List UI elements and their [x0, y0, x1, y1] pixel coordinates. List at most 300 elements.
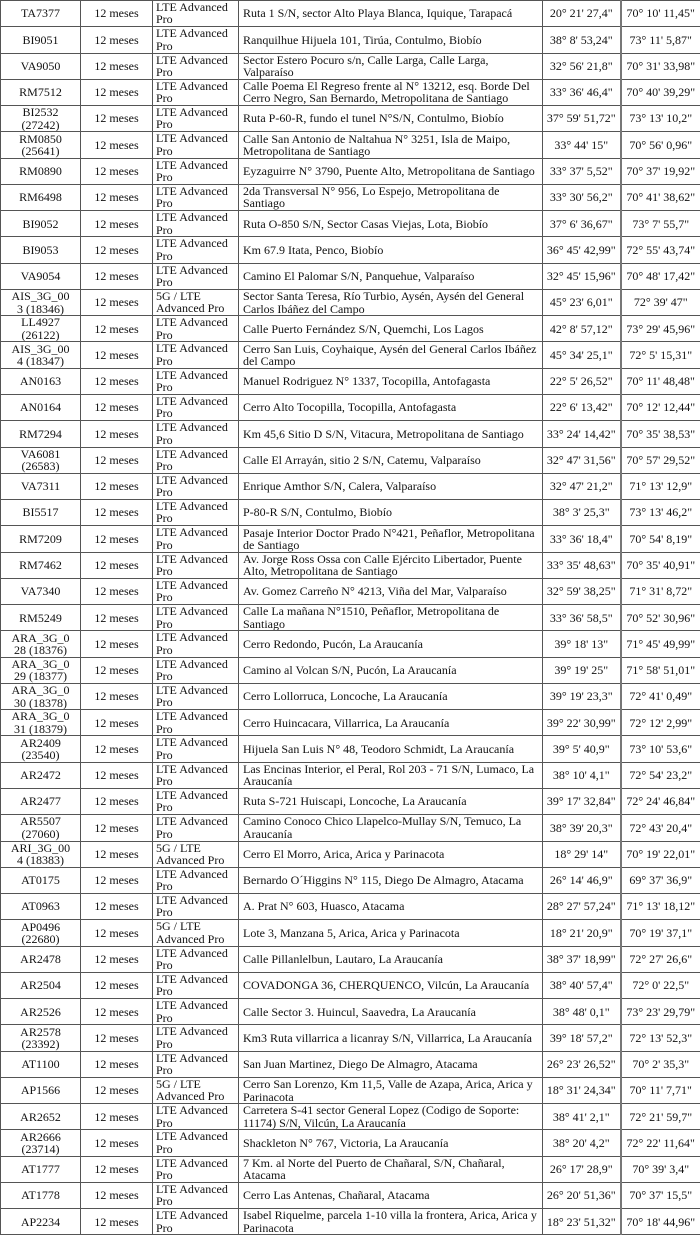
longitude-cell: 70° 12' 12,44" — [621, 394, 700, 420]
site-id-cell: BI9051 — [1, 27, 81, 53]
technology-cell: LTE Advanced Pro — [153, 211, 239, 237]
duration-cell: 12 meses — [81, 79, 153, 105]
latitude-cell: 32° 45' 15,96" — [543, 263, 621, 289]
site-id-cell: AR2666 (23714) — [1, 1130, 81, 1156]
latitude-cell: 20° 21' 27,4" — [543, 1, 621, 27]
duration-cell: 12 meses — [81, 946, 153, 972]
address-cell: Lote 3, Manzana 5, Arica, Arica y Parinacota — [239, 920, 543, 946]
duration-cell: 12 meses — [81, 683, 153, 709]
technology-cell: LTE Advanced Pro — [153, 263, 239, 289]
site-id-cell: AR2409 (23540) — [1, 736, 81, 762]
technology-cell: LTE Advanced Pro — [153, 1025, 239, 1051]
longitude-cell: 70° 31' 33,98" — [621, 53, 700, 79]
duration-cell: 12 meses — [81, 762, 153, 788]
latitude-cell: 32° 47' 21,2" — [543, 473, 621, 499]
technology-cell: LTE Advanced Pro — [153, 106, 239, 132]
address-cell: Shackleton N° 767, Victoria, La Araucanía — [239, 1130, 543, 1156]
longitude-cell: 73° 11' 5,87" — [621, 27, 700, 53]
site-id-cell: AR5507 (27060) — [1, 815, 81, 841]
site-id-cell: VA9050 — [1, 53, 81, 79]
address-cell: Ruta 1 S/N, sector Alto Playa Blanca, Iquique, Tarapacá — [239, 1, 543, 27]
site-id-cell: AR2478 — [1, 946, 81, 972]
longitude-cell: 70° 54' 8,19" — [621, 526, 700, 552]
latitude-cell: 32° 56' 21,8" — [543, 53, 621, 79]
duration-cell: 12 meses — [81, 841, 153, 867]
table-row — [1, 421, 700, 447]
latitude-cell: 33° 36' 58,5" — [543, 605, 621, 631]
latitude-cell: 18° 23' 51,32" — [543, 1209, 621, 1235]
longitude-cell: 73° 7' 55,7" — [621, 211, 700, 237]
address-cell: Bernardo O´Higgins N° 115, Diego De Almagro, Atacama — [239, 867, 543, 893]
address-cell: Eyzaguirre N° 3790, Puente Alto, Metropolitana de Santiago — [239, 158, 543, 184]
latitude-cell: 37° 6' 36,67" — [543, 211, 621, 237]
site-id-cell: VA7340 — [1, 578, 81, 604]
site-id-cell: VA6081 (26583) — [1, 447, 81, 473]
duration-cell: 12 meses — [81, 788, 153, 814]
site-id-cell: AP1566 — [1, 1077, 81, 1103]
duration-cell: 12 meses — [81, 184, 153, 210]
site-id-cell: RM5249 — [1, 605, 81, 631]
latitude-cell: 39° 18' 57,2" — [543, 1025, 621, 1051]
site-id-cell: AT0175 — [1, 867, 81, 893]
technology-cell: LTE Advanced Pro — [153, 316, 239, 342]
site-id-cell: RM7294 — [1, 421, 81, 447]
address-cell: Manuel Rodriguez N° 1337, Tocopilla, Antofagasta — [239, 368, 543, 394]
address-cell: 7 Km. al Norte del Puerto de Chañaral, S/N, Chañaral, Atacama — [239, 1156, 543, 1182]
address-cell: Cerro San Lorenzo, Km 11,5, Valle de Azapa, Arica, Arica y Parinacota — [239, 1077, 543, 1103]
longitude-cell: 70° 11' 7,71" — [621, 1077, 700, 1103]
duration-cell: 12 meses — [81, 316, 153, 342]
longitude-cell: 70° 19' 22,01" — [621, 841, 700, 867]
address-cell: Cerro Huincacara, Villarrica, La Araucanía — [239, 710, 543, 736]
longitude-cell: 73° 13' 46,2" — [621, 500, 700, 526]
duration-cell: 12 meses — [81, 132, 153, 158]
longitude-cell: 72° 21' 59,7" — [621, 1104, 700, 1130]
table-row — [1, 447, 700, 473]
technology-cell: LTE Advanced Pro — [153, 815, 239, 841]
address-cell: Calle El Arrayán, sitio 2 S/N, Catemu, Valparaíso — [239, 447, 543, 473]
latitude-cell: 32° 59' 38,25" — [543, 578, 621, 604]
duration-cell: 12 meses — [81, 158, 153, 184]
technology-cell: LTE Advanced Pro — [153, 552, 239, 578]
duration-cell: 12 meses — [81, 1077, 153, 1103]
technology-cell: LTE Advanced Pro — [153, 578, 239, 604]
longitude-cell: 70° 10' 11,45" — [621, 1, 700, 27]
table-row — [1, 342, 700, 368]
site-id-cell: AR2526 — [1, 999, 81, 1025]
table-row — [1, 79, 700, 105]
latitude-cell: 39° 17' 32,84" — [543, 788, 621, 814]
longitude-cell: 72° 22' 11,64" — [621, 1130, 700, 1156]
longitude-cell: 71° 58' 51,01" — [621, 657, 700, 683]
address-cell: Cerro San Luis, Coyhaique, Aysén del General Carlos Ibáñez del Campo — [239, 342, 543, 368]
table-row — [1, 500, 700, 526]
address-cell: Calle San Antonio de Naltahua N° 3251, Isla de Maipo, Metropolitana de Santiago — [239, 132, 543, 158]
technology-cell: LTE Advanced Pro — [153, 1051, 239, 1077]
technology-cell: LTE Advanced Pro — [153, 867, 239, 893]
duration-cell: 12 meses — [81, 368, 153, 394]
technology-cell: LTE Advanced Pro — [153, 1104, 239, 1130]
longitude-cell: 70° 39' 3,4" — [621, 1156, 700, 1182]
site-id-cell: RM7512 — [1, 79, 81, 105]
latitude-cell: 18° 29' 14" — [543, 841, 621, 867]
table-row — [1, 394, 700, 420]
latitude-cell: 39° 19' 25" — [543, 657, 621, 683]
longitude-cell: 70° 18' 44,96" — [621, 1209, 700, 1235]
longitude-cell: 70° 37' 15,5" — [621, 1182, 700, 1208]
duration-cell: 12 meses — [81, 867, 153, 893]
table-row — [1, 841, 700, 867]
duration-cell: 12 meses — [81, 657, 153, 683]
duration-cell: 12 meses — [81, 263, 153, 289]
longitude-cell: 72° 5' 15,31" — [621, 342, 700, 368]
longitude-cell: 72° 54' 23,2" — [621, 762, 700, 788]
latitude-cell: 38° 20' 4,2" — [543, 1130, 621, 1156]
latitude-cell: 32° 47' 31,56" — [543, 447, 621, 473]
technology-cell: LTE Advanced Pro — [153, 421, 239, 447]
technology-cell: 5G / LTE Advanced Pro — [153, 841, 239, 867]
table-row — [1, 867, 700, 893]
site-id-cell: ARA_3G_0 29 (18377) — [1, 657, 81, 683]
site-id-cell: ARA_3G_0 30 (18378) — [1, 683, 81, 709]
site-id-cell: VA9054 — [1, 263, 81, 289]
technology-cell: LTE Advanced Pro — [153, 1130, 239, 1156]
longitude-cell: 70° 41' 38,62" — [621, 184, 700, 210]
site-id-cell: BI2532 (27242) — [1, 106, 81, 132]
table-row — [1, 263, 700, 289]
address-cell: San Juan Martinez, Diego De Almagro, Atacama — [239, 1051, 543, 1077]
site-id-cell: AR2578 (23392) — [1, 1025, 81, 1051]
technology-cell: LTE Advanced Pro — [153, 53, 239, 79]
table-row — [1, 1156, 700, 1182]
technology-cell: LTE Advanced Pro — [153, 394, 239, 420]
technology-cell: 5G / LTE Advanced Pro — [153, 920, 239, 946]
technology-cell: LTE Advanced Pro — [153, 683, 239, 709]
table-row — [1, 788, 700, 814]
technology-cell: LTE Advanced Pro — [153, 158, 239, 184]
technology-cell: 5G / LTE Advanced Pro — [153, 289, 239, 315]
address-cell: Enrique Amthor S/N, Calera, Valparaíso — [239, 473, 543, 499]
longitude-cell: 71° 45' 49,99" — [621, 631, 700, 657]
latitude-cell: 38° 37' 18,99" — [543, 946, 621, 972]
table-row — [1, 526, 700, 552]
table-row — [1, 1130, 700, 1156]
longitude-cell: 72° 55' 43,74" — [621, 237, 700, 263]
latitude-cell: 33° 35' 48,63" — [543, 552, 621, 578]
longitude-cell: 70° 2' 35,3" — [621, 1051, 700, 1077]
latitude-cell: 33° 24' 14,42" — [543, 421, 621, 447]
site-id-cell: LL4927 (26122) — [1, 316, 81, 342]
table-row — [1, 1025, 700, 1051]
duration-cell: 12 meses — [81, 211, 153, 237]
table-row — [1, 1209, 700, 1235]
site-id-cell: AT1778 — [1, 1182, 81, 1208]
technology-cell: LTE Advanced Pro — [153, 368, 239, 394]
longitude-cell: 73° 13' 10,2" — [621, 106, 700, 132]
longitude-cell: 72° 27' 26,6" — [621, 946, 700, 972]
table-row — [1, 368, 700, 394]
longitude-cell: 70° 35' 38,53" — [621, 421, 700, 447]
duration-cell: 12 meses — [81, 1051, 153, 1077]
sites-table-body — [1, 1, 700, 1235]
address-cell: Carretera S-41 sector General Lopez (Codigo de Soporte: 11174) S/N, Vilcún, La Araucanía — [239, 1104, 543, 1130]
site-id-cell: AIS_3G_00 4 (18347) — [1, 342, 81, 368]
latitude-cell: 26° 20' 51,36" — [543, 1182, 621, 1208]
latitude-cell: 18° 31' 24,34" — [543, 1077, 621, 1103]
longitude-cell: 72° 0' 22,5" — [621, 972, 700, 998]
duration-cell: 12 meses — [81, 552, 153, 578]
address-cell: Isabel Riquelme, parcela 1-10 villa la frontera, Arica, Arica y Parinacota — [239, 1209, 543, 1235]
duration-cell: 12 meses — [81, 473, 153, 499]
longitude-cell: 72° 12' 2,99" — [621, 710, 700, 736]
address-cell: Camino Conoco Chico Llapelco-Mullay S/N, Temuco, La Araucanía — [239, 815, 543, 841]
table-row — [1, 710, 700, 736]
longitude-cell: 69° 37' 36,9" — [621, 867, 700, 893]
table-row — [1, 316, 700, 342]
duration-cell: 12 meses — [81, 526, 153, 552]
site-id-cell: BI9052 — [1, 211, 81, 237]
address-cell: Cerro Redondo, Pucón, La Araucanía — [239, 631, 543, 657]
latitude-cell: 26° 14' 46,9" — [543, 867, 621, 893]
technology-cell: LTE Advanced Pro — [153, 736, 239, 762]
address-cell: P-80-R S/N, Contulmo, Biobío — [239, 500, 543, 526]
duration-cell: 12 meses — [81, 500, 153, 526]
technology-cell: LTE Advanced Pro — [153, 605, 239, 631]
duration-cell: 12 meses — [81, 815, 153, 841]
site-id-cell: AN0164 — [1, 394, 81, 420]
table-row — [1, 1051, 700, 1077]
duration-cell: 12 meses — [81, 342, 153, 368]
address-cell: Las Encinas Interior, el Peral, Rol 203 - 71 S/N, Lumaco, La Araucanía — [239, 762, 543, 788]
address-cell: Sector Estero Pocuro s/n, Calle Larga, Calle Larga, Valparaíso — [239, 53, 543, 79]
address-cell: COVADONGA 36, CHERQUENCO, Vilcún, La Araucanía — [239, 972, 543, 998]
address-cell: Calle Sector 3. Huincul, Saavedra, La Araucanía — [239, 999, 543, 1025]
latitude-cell: 33° 30' 56,2" — [543, 184, 621, 210]
technology-cell: LTE Advanced Pro — [153, 1182, 239, 1208]
table-row — [1, 184, 700, 210]
latitude-cell: 45° 23' 6,01" — [543, 289, 621, 315]
longitude-cell: 71° 13' 12,9" — [621, 473, 700, 499]
latitude-cell: 39° 18' 13" — [543, 631, 621, 657]
technology-cell: 5G / LTE Advanced Pro — [153, 1077, 239, 1103]
site-id-cell: ARA_3G_0 31 (18379) — [1, 710, 81, 736]
duration-cell: 12 meses — [81, 1182, 153, 1208]
table-row — [1, 920, 700, 946]
latitude-cell: 38° 48' 0,1" — [543, 999, 621, 1025]
address-cell: A. Prat N° 603, Huasco, Atacama — [239, 894, 543, 920]
table-row — [1, 762, 700, 788]
site-id-cell: RM0890 — [1, 158, 81, 184]
table-row — [1, 815, 700, 841]
site-id-cell: AN0163 — [1, 368, 81, 394]
technology-cell: LTE Advanced Pro — [153, 999, 239, 1025]
site-id-cell: AR2504 — [1, 972, 81, 998]
latitude-cell: 33° 37' 5,52" — [543, 158, 621, 184]
technology-cell: LTE Advanced Pro — [153, 710, 239, 736]
technology-cell: LTE Advanced Pro — [153, 27, 239, 53]
table-row — [1, 53, 700, 79]
latitude-cell: 38° 10' 4,1" — [543, 762, 621, 788]
address-cell: Cerro Las Antenas, Chañaral, Atacama — [239, 1182, 543, 1208]
address-cell: Pasaje Interior Doctor Prado N°421, Peñaflor, Metropolitana de Santiago — [239, 526, 543, 552]
address-cell: Km3 Ruta villarrica a licanray S/N, Villarrica, La Araucanía — [239, 1025, 543, 1051]
site-id-cell: BI5517 — [1, 500, 81, 526]
address-cell: Av. Jorge Ross Ossa con Calle Ejército Libertador, Puente Alto, Metropolitana de Santiago — [239, 552, 543, 578]
table-row — [1, 736, 700, 762]
address-cell: Hijuela San Luis N° 48, Teodoro Schmidt, La Araucanía — [239, 736, 543, 762]
latitude-cell: 39° 19' 23,3" — [543, 683, 621, 709]
site-id-cell: RM6498 — [1, 184, 81, 210]
site-id-cell: RM7462 — [1, 552, 81, 578]
table-row — [1, 106, 700, 132]
table-row — [1, 132, 700, 158]
table-row — [1, 237, 700, 263]
table-row — [1, 605, 700, 631]
longitude-cell: 73° 29' 45,96" — [621, 316, 700, 342]
duration-cell: 12 meses — [81, 394, 153, 420]
technology-cell: LTE Advanced Pro — [153, 788, 239, 814]
longitude-cell: 72° 13' 52,3" — [621, 1025, 700, 1051]
latitude-cell: 38° 3' 25,3" — [543, 500, 621, 526]
table-row — [1, 289, 700, 315]
table-row — [1, 1, 700, 27]
site-id-cell: BI9053 — [1, 237, 81, 263]
latitude-cell: 38° 8' 53,24" — [543, 27, 621, 53]
technology-cell: LTE Advanced Pro — [153, 631, 239, 657]
longitude-cell: 73° 10' 53,6" — [621, 736, 700, 762]
table-row — [1, 683, 700, 709]
table-row — [1, 211, 700, 237]
table-row — [1, 552, 700, 578]
address-cell: Km 67.9 Itata, Penco, Biobío — [239, 237, 543, 263]
address-cell: Camino al Volcan S/N, Pucón, La Araucanía — [239, 657, 543, 683]
duration-cell: 12 meses — [81, 27, 153, 53]
address-cell: Cerro El Morro, Arica, Arica y Parinacota — [239, 841, 543, 867]
latitude-cell: 38° 40' 57,4" — [543, 972, 621, 998]
table-row — [1, 473, 700, 499]
technology-cell: LTE Advanced Pro — [153, 184, 239, 210]
duration-cell: 12 meses — [81, 999, 153, 1025]
address-cell: Km 45,6 Sitio D S/N, Vitacura, Metropolitana de Santiago — [239, 421, 543, 447]
duration-cell: 12 meses — [81, 578, 153, 604]
site-id-cell: ARI_3G_00 4 (18383) — [1, 841, 81, 867]
technology-cell: LTE Advanced Pro — [153, 657, 239, 683]
table-row — [1, 1104, 700, 1130]
technology-cell: LTE Advanced Pro — [153, 762, 239, 788]
longitude-cell: 70° 48' 17,42" — [621, 263, 700, 289]
latitude-cell: 42° 8' 57,12" — [543, 316, 621, 342]
site-id-cell: AP0496 (22680) — [1, 920, 81, 946]
address-cell: Cerro Lollorruca, Loncoche, La Araucanía — [239, 683, 543, 709]
technology-cell: LTE Advanced Pro — [153, 342, 239, 368]
latitude-cell: 22° 6' 13,42" — [543, 394, 621, 420]
longitude-cell: 72° 41' 0,49" — [621, 683, 700, 709]
latitude-cell: 18° 21' 20,9" — [543, 920, 621, 946]
table-row — [1, 946, 700, 972]
site-id-cell: AIS_3G_00 3 (18346) — [1, 289, 81, 315]
technology-cell: LTE Advanced Pro — [153, 526, 239, 552]
address-cell: Calle La mañana N°1510, Peñaflor, Metropolitana de Santiago — [239, 605, 543, 631]
latitude-cell: 26° 23' 26,52" — [543, 1051, 621, 1077]
longitude-cell: 70° 11' 48,48" — [621, 368, 700, 394]
longitude-cell: 71° 31' 8,72" — [621, 578, 700, 604]
address-cell: 2da Transversal N° 956, Lo Espejo, Metropolitana de Santiago — [239, 184, 543, 210]
site-id-cell: AT0963 — [1, 894, 81, 920]
technology-cell: LTE Advanced Pro — [153, 1209, 239, 1235]
latitude-cell: 38° 41' 2,1" — [543, 1104, 621, 1130]
site-id-cell: AR2472 — [1, 762, 81, 788]
duration-cell: 12 meses — [81, 605, 153, 631]
table-row — [1, 578, 700, 604]
duration-cell: 12 meses — [81, 920, 153, 946]
latitude-cell: 39° 22' 30,99" — [543, 710, 621, 736]
longitude-cell: 70° 35' 40,91" — [621, 552, 700, 578]
duration-cell: 12 meses — [81, 447, 153, 473]
duration-cell: 12 meses — [81, 1025, 153, 1051]
technology-cell: LTE Advanced Pro — [153, 79, 239, 105]
duration-cell: 12 meses — [81, 1, 153, 27]
table-row — [1, 999, 700, 1025]
site-id-cell: AR2652 — [1, 1104, 81, 1130]
table-row — [1, 972, 700, 998]
longitude-cell: 72° 24' 46,84" — [621, 788, 700, 814]
address-cell: Av. Gomez Carreño N° 4213, Viña del Mar, Valparaíso — [239, 578, 543, 604]
site-id-cell: TA7377 — [1, 1, 81, 27]
technology-cell: LTE Advanced Pro — [153, 946, 239, 972]
table-row — [1, 1077, 700, 1103]
duration-cell: 12 meses — [81, 53, 153, 79]
address-cell: Camino El Palomar S/N, Panquehue, Valparaíso — [239, 263, 543, 289]
longitude-cell: 70° 56' 0,96" — [621, 132, 700, 158]
duration-cell: 12 meses — [81, 710, 153, 736]
table-row — [1, 1182, 700, 1208]
technology-cell: LTE Advanced Pro — [153, 500, 239, 526]
technology-cell: LTE Advanced Pro — [153, 894, 239, 920]
longitude-cell: 72° 43' 20,4" — [621, 815, 700, 841]
duration-cell: 12 meses — [81, 631, 153, 657]
technology-cell: LTE Advanced Pro — [153, 473, 239, 499]
latitude-cell: 37° 59' 51,72" — [543, 106, 621, 132]
latitude-cell: 22° 5' 26,52" — [543, 368, 621, 394]
technology-cell: LTE Advanced Pro — [153, 447, 239, 473]
latitude-cell: 28° 27' 57,24" — [543, 894, 621, 920]
technology-cell: LTE Advanced Pro — [153, 132, 239, 158]
site-id-cell: AT1100 — [1, 1051, 81, 1077]
site-id-cell: AP2234 — [1, 1209, 81, 1235]
site-id-cell: AT1777 — [1, 1156, 81, 1182]
table-row — [1, 657, 700, 683]
longitude-cell: 70° 57' 29,52" — [621, 447, 700, 473]
duration-cell: 12 meses — [81, 1130, 153, 1156]
site-id-cell: AR2477 — [1, 788, 81, 814]
address-cell: Sector Santa Teresa, Río Turbio, Aysén, Aysén del General Carlos Ibáñez del Campo — [239, 289, 543, 315]
table-row — [1, 631, 700, 657]
technology-cell: LTE Advanced Pro — [153, 237, 239, 263]
technology-cell: LTE Advanced Pro — [153, 1156, 239, 1182]
site-id-cell: RM0850 (25641) — [1, 132, 81, 158]
latitude-cell: 33° 36' 18,4" — [543, 526, 621, 552]
longitude-cell: 72° 39' 47" — [621, 289, 700, 315]
address-cell: Cerro Alto Tocopilla, Tocopilla, Antofagasta — [239, 394, 543, 420]
longitude-cell: 70° 37' 19,92" — [621, 158, 700, 184]
longitude-cell: 70° 19' 37,1" — [621, 920, 700, 946]
duration-cell: 12 meses — [81, 736, 153, 762]
table-row — [1, 158, 700, 184]
address-cell: Calle Pillanlelbun, Lautaro, La Araucanía — [239, 946, 543, 972]
latitude-cell: 26° 17' 28,9" — [543, 1156, 621, 1182]
address-cell: Ranquilhue Hijuela 101, Tirúa, Contulmo, Biobío — [239, 27, 543, 53]
latitude-cell: 38° 39' 20,3" — [543, 815, 621, 841]
